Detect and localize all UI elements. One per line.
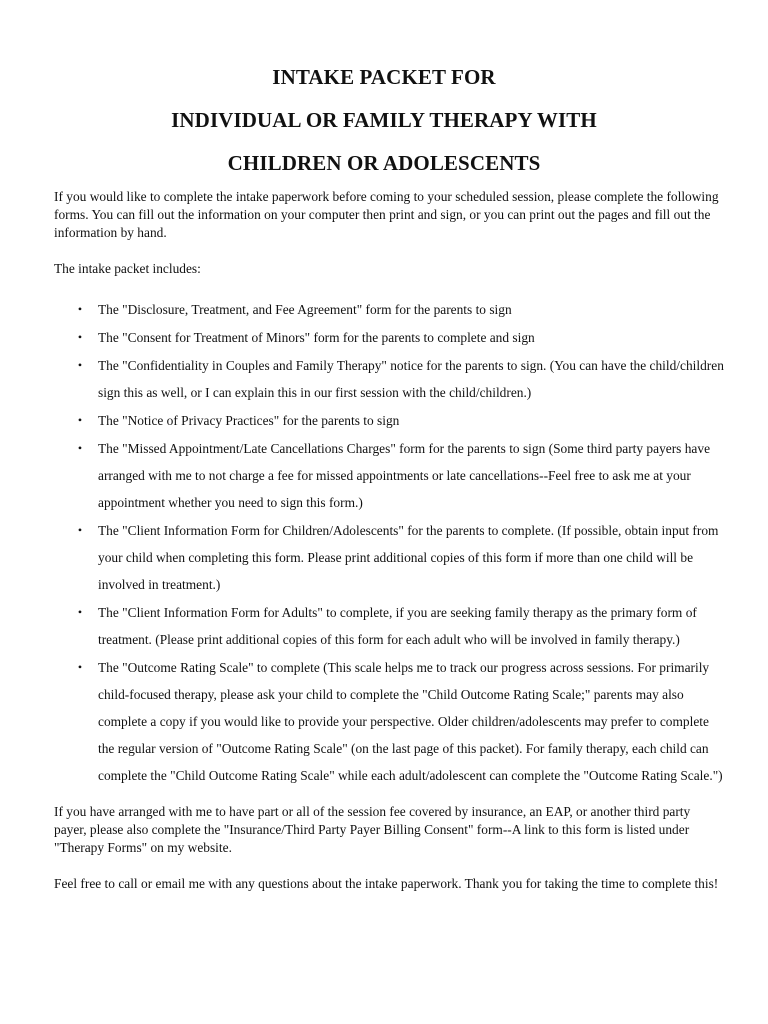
list-item	[54, 324, 726, 351]
list-item-text: The "Notice of Privacy Practices" for the parents to sign	[98, 413, 400, 428]
bullet-icon: •	[77, 660, 83, 674]
list-item	[54, 517, 726, 598]
document-title	[0, 56, 768, 185]
list-item	[54, 435, 726, 516]
document-body	[54, 188, 726, 911]
list-item-text: The "Client Information Form for Children/Adolescents" for the parents to complete. (If possible, obtain input from your child when completing this form. Please print additional copies of this form if more than one child will be involved in treatment.)	[98, 523, 719, 592]
list-item-text: The "Outcome Rating Scale" to complete (This scale helps me to track our progress across sessions. For primarily child-focused therapy, please ask your child to complete the "Child Outcome Rating Scale;" parents may also complete a copy if you would like to provide your perspective. Older children/adolescents may prefer to complete the regular version of "Outcome Rating Scale" (on the last page of this packet). For family therapy, each child can complete the "Child Outcome Rating Scale" while each adult/adolescent can complete the "Outcome Rating Scale.")	[98, 660, 723, 783]
title-line-1: INTAKE PACKET FOR	[272, 65, 496, 89]
list-item	[54, 352, 726, 406]
list-item	[54, 599, 726, 653]
bullet-icon: •	[77, 358, 83, 372]
list-item-text: The "Missed Appointment/Late Cancellations Charges" form for the parents to sign (Some third party payers have arranged with me to not charge a fee for missed appointments or late cancellations--Feel free to ask me at your appointment whether you need to sign this form.)	[98, 441, 711, 510]
list-item-text: The "Consent for Treatment of Minors" form for the parents to complete and sign	[98, 330, 535, 345]
title-line-2: INDIVIDUAL OR FAMILY THERAPY WITH	[171, 108, 597, 132]
bullet-icon: •	[77, 441, 83, 455]
bullet-icon: •	[77, 413, 83, 427]
bullet-icon: •	[77, 330, 83, 344]
list-item	[54, 296, 726, 323]
bullet-icon: •	[77, 523, 83, 537]
insurance-paragraph: If you have arranged with me to have part or all of the session fee covered by insurance, an EAP, or another third party payer, please also complete the "Insurance/Third Party Payer Billing Consent" form--A link to this form is listed under "Therapy Forms" on my website.	[54, 804, 691, 855]
closing-paragraph: Feel free to call or email me with any questions about the intake paperwork. Thank you for taking the time to complete this!	[54, 876, 719, 891]
list-item-text: The "Client Information Form for Adults" to complete, if you are seeking family therapy as the primary form of treatment. (Please print additional copies of this form for each adult who will be involved in family therapy.)	[98, 605, 697, 647]
bullet-icon: •	[77, 605, 83, 619]
list-item	[54, 654, 726, 789]
list-item	[54, 407, 726, 434]
bullet-icon: •	[77, 302, 83, 316]
includes-label: The intake packet includes:	[54, 261, 201, 276]
packet-items-list	[54, 296, 726, 789]
title-line-3: CHILDREN OR ADOLESCENTS	[227, 151, 541, 175]
list-item-text: The "Confidentiality in Couples and Family Therapy" notice for the parents to sign. (You can have the child/children sign this as well, or I can explain this in our first session with the child/children.)	[98, 358, 724, 400]
intro-paragraph: If you would like to complete the intake paperwork before coming to your scheduled session, please complete the following forms. You can fill out the information on your computer then print and sign, or you can print out the pages and fill out the information by hand.	[54, 189, 719, 240]
list-item-text: The "Disclosure, Treatment, and Fee Agreement" form for the parents to sign	[98, 302, 512, 317]
